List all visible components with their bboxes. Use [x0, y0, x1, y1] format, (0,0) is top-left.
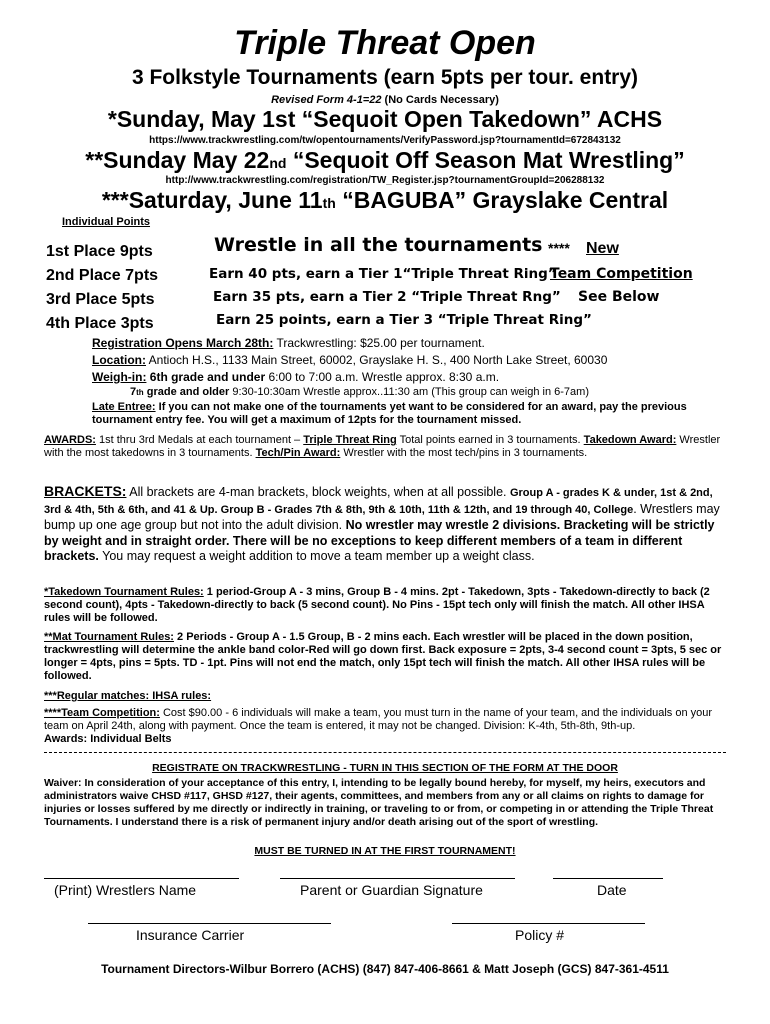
registration-text: Trackwrestling: $25.00 per tournament. [273, 336, 485, 350]
event-1: *Sunday, May 1st “Sequoit Open Takedown” ACHS [107, 106, 663, 132]
event-2-b: “Sequoit Off Season Mat Wrestling” [286, 147, 685, 173]
revised-line [0, 94, 770, 106]
awards-label: AWARDS: [44, 434, 96, 446]
cut-line [44, 752, 726, 753]
brackets-bold-2: No wrestler may wrestle 2 divisions. Bracketing will be strictly by weight and in straight order. There will be no exceptions to keep different members of a team in different brackets. [44, 518, 715, 563]
weigh-in-bold: 6th grade and under [146, 370, 266, 384]
brackets-text-3: You may request a weight addition to move a team member up a weight class. [98, 549, 535, 563]
tournament-directors: Tournament Directors-Wilbur Borrero (ACHS) (847) 847-406-8661 & Matt Joseph (GCS) 847-361-4511 [101, 962, 669, 976]
registrate-heading: REGISTRATE ON TRACKWRESTLING - TURN IN THIS SECTION OF THE FORM AT THE DOOR [152, 762, 618, 774]
place-2: 2nd Place 7pts [46, 267, 159, 284]
weigh-in-line [92, 370, 499, 384]
weigh-in-2-num: 7 [130, 386, 137, 398]
date-label: Date [597, 882, 627, 898]
team-competition [44, 707, 726, 746]
weigh-in-2-bold: grade and older [143, 386, 230, 398]
weigh-in-text: 6:00 to 7:00 a.m. Wrestle approx. 8:30 a.m. [265, 370, 500, 384]
event-3-sup: th [322, 195, 336, 211]
weigh-in-2-sup: th [136, 388, 144, 397]
tier-1: Earn 40 pts, earn a Tier 1“Triple Threat Ring” [209, 266, 557, 282]
weigh-in-label: Weigh-in: [92, 370, 147, 384]
new-label: New [586, 240, 619, 257]
team-competition-label: Team Competition [550, 266, 693, 282]
registration-line [92, 336, 485, 350]
team-awards: Awards: Individual Belts [44, 733, 172, 745]
places-list [46, 240, 158, 336]
event-2-sup: nd [269, 155, 287, 171]
subtitle: 3 Folkstyle Tournaments (earn 5pts per tour. entry) [131, 66, 639, 89]
waiver-text: Waiver: In consideration of your acceptance of this entry, I, intending to be legally bound hereby, for myself, my heirs, executors and administrators waive CHSD #117, GHSD #127, their agents, committees, and members from any or all claims on rights to damage for injuries or losses suffered by me directly or indirectly in training, or traveling to or from, or competing in or attending the Triple Threat Tournaments. I understand there is a risk of permanent injury and/or death arising out of the sport of wrestling. [44, 777, 714, 828]
mat-rules-text: 2 Periods - Group A - 1.5 Group, B - 2 mins each. Each wrestler will be placed in the down position, trackwrestling will determine the ankle band color-Red will go down first. Back exposure = 2pts, 3-4 second count = 3pts, 5 sec or longer = 4pts, pins = 5pts. TD - 1pt. Pins will not end the match, only 15pt tech will finish the match. All other IHSA rules will be followed. [44, 631, 722, 682]
team-competition-text: Cost $90.00 - 6 individuals will make a team, you must turn in the name of your team, and the individuals on your team on April 24th, along with payment. Once the team is entered, it may not be changed. Division: K-4th, 5th-8th, 9th-up. [44, 707, 713, 732]
late-entree-label: Late Entree: [92, 401, 156, 413]
tier-3: Earn 25 points, earn a Tier 3 “Triple Threat Ring” [216, 312, 592, 328]
event-2-url[interactable]: http://www.trackwrestling.com/registration/TW_Register.jsp?tournamentGroupId=206288132 [165, 175, 605, 186]
regular-matches: ***Regular matches: IHSA rules: [44, 690, 212, 702]
location-label: Location: [92, 353, 146, 367]
awards-techpin: Tech/Pin Award: [255, 447, 341, 459]
takedown-rules-label: *Takedown Tournament Rules: [44, 586, 204, 598]
policy-label: Policy # [515, 927, 565, 943]
parent-signature-label: Parent or Guardian Signature [300, 882, 483, 898]
wrestle-all: Wrestle in all the tournaments [214, 234, 543, 256]
takedown-rules-text: 1 period-Group A - 3 mins, Group B - 4 mins. 2pt - Takedown, 3pts - Takedown-directly to back (2 second count), 4pts - Takedown-directly to back (5 second count). No Pins - 15pt tech only will finish the match. All other IHSA rules will be followed. [44, 586, 710, 624]
mat-rules-label: **Mat Tournament Rules: [44, 631, 174, 643]
late-entree-text: If you can not make one of the tournaments yet want to be considered for an award, pay the previous tournament entry fee. You will get a maximum of 12pts for the tournament missed. [92, 401, 687, 426]
stars: **** [548, 240, 570, 256]
parent-signature-line[interactable] [280, 878, 515, 879]
brackets-label: BRACKETS: [44, 483, 127, 499]
see-below: See Below [578, 289, 660, 305]
registration-label: Registration Opens March 28th: [92, 336, 274, 350]
place-3: 3rd Place 5pts [46, 291, 155, 308]
brackets-text-2: . Wrestlers may bump up one age group but not into the adult division. [44, 501, 720, 532]
place-1: 1st Place 9pts [46, 243, 153, 260]
awards-takedown: Takedown Award: [583, 434, 677, 446]
wrestler-name-line[interactable] [44, 878, 239, 879]
page-title: Triple Threat Open [234, 24, 536, 62]
brackets-paragraph [44, 484, 726, 565]
revised-form: Revised Form 4-1=22 [271, 94, 382, 106]
late-entree [92, 401, 732, 427]
event-3 [0, 187, 770, 214]
individual-points-label: Individual Points [62, 216, 151, 228]
policy-line[interactable] [452, 923, 645, 924]
event-3-b: “BAGUBA” Grayslake Central [335, 187, 669, 213]
awards-text-2: Total points earned in 3 tournaments. [396, 434, 584, 446]
awards-text-4: Wrestler with the most tech/pins in 3 tournaments. [340, 447, 588, 459]
location-line [92, 353, 607, 367]
team-competition-rule-label: ****Team Competition: [44, 707, 160, 719]
no-cards: (No Cards Necessary) [384, 94, 499, 106]
awards-paragraph [44, 434, 726, 460]
event-1-url[interactable]: https://www.trackwrestling.com/tw/opentournaments/VerifyPassword.jsp?tournamentId=672843132 [149, 135, 621, 146]
location-text: Antioch H.S., 1133 Main Street, 60002, Grayslake H. S., 400 North Lake Street, 60030 [146, 353, 608, 367]
event-3-a: ***Saturday, June 11 [101, 187, 323, 213]
awards-ring: Triple Threat Ring [303, 434, 397, 446]
insurance-label: Insurance Carrier [136, 927, 245, 943]
event-2-a: **Sunday May 22 [85, 147, 270, 173]
awards-text-3: Wrestler with the most takedowns in 3 tournaments. [44, 434, 721, 459]
brackets-groups: Group A - grades K & under, 1st & 2nd, 3rd & 4th, 5th & 6th, and 41 & Up. Group B - Grades 7th & 8th, 9th & 10th, 11th & 12th, and 19 through 40, College [44, 487, 713, 516]
must-turn-in: MUST BE TURNED IN AT THE FIRST TOURNAMENT! [254, 845, 516, 857]
weigh-in-2-text: 9:30-10:30am Wrestle approx..11:30 am (This group can weigh in 6-7am) [229, 386, 589, 398]
event-2 [0, 147, 770, 174]
brackets-text-1: All brackets are 4-man brackets, block weights, when at all possible. [126, 485, 510, 499]
mat-rules [44, 631, 726, 683]
place-4: 4th Place 3pts [46, 315, 154, 332]
tier-2: Earn 35 pts, earn a Tier 2 “Triple Threat Rng” [213, 289, 561, 305]
wrestler-name-label: (Print) Wrestlers Name [54, 882, 197, 898]
takedown-rules [44, 586, 726, 625]
insurance-line[interactable] [88, 923, 331, 924]
date-line[interactable] [553, 878, 663, 879]
awards-text-1: 1st thru 3rd Medals at each tournament – [95, 434, 304, 446]
weigh-in-line-2 [130, 386, 589, 398]
